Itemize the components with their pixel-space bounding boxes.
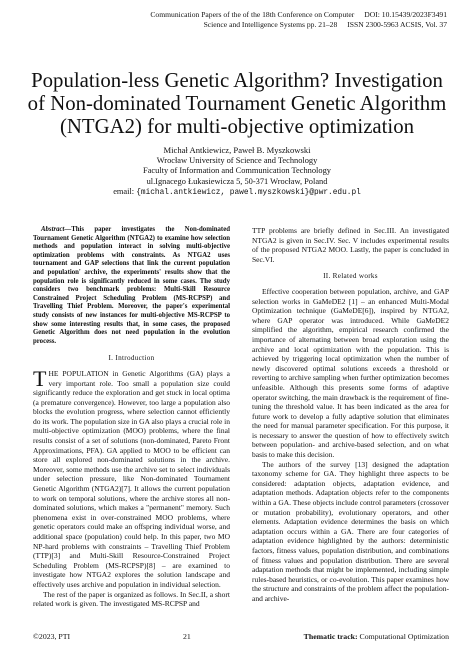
- footer-track-value: Computational Optimization: [359, 632, 449, 641]
- footer-track: [304, 632, 449, 641]
- header-pages: Science and Intelligence Systems pp. 21–28: [203, 19, 338, 29]
- footer-track-label: Thematic track:: [303, 632, 358, 641]
- related-paragraph-2: The authors of the survey [13] designed the adaptation taxonomy scheme for GA. They highlight three aspects to be considered: adaptation objects, adaptation evidence, and adaptation methods. Adaptation objects refer to the components within a GA. These objects include control parameters (crossover or mutation probability), evolutionary operators, and other elements. Adaptation evidence determines the basis on which adaptation occurs within a GA. There are four categories of adaptation evidence highlighted by the authors: deterministic factors, fitness values, population distribution, and combinations of fitness values and population distribution. There are several adaptation methods that might be implemented, including simple rules-based heuristics, or co-evolution. This paper examines how the structure and constraints of the problem affect the population- and archive-: [252, 459, 449, 603]
- abstract: [33, 226, 230, 346]
- section-heading-introduction: I. Introduction: [108, 354, 155, 363]
- abstract-text: —This paper investigates the Non-dominated Tournament Genetic Algorithm (NTGA2) to examine how selection methods and population interact in solving multi-objective optimization problems with constraints. As NTGA2 uses tournament and GAP selections that link the current population and population' archive, the experiments' results show that the population role is significantly reduced in some cases. The study considers two benchmark problems: Multi-Skill Resource Constrained Project Scheduling Problem (MS-RCPSP) and Travelling Thief Problem. Moreover, the paper's experimental study consists of new instances for multi-objective MS-RCPSP to show some interesting results that, in some cases, the proposed Genetic Algorithm does not need population in the evolution process.: [33, 226, 230, 345]
- intro-paragraph-2: The rest of the paper is organized as follows. In Sec.II, a short related work is given. The investigated MS-RCPSP and: [33, 589, 230, 609]
- intro-continuation: TTP problems are briefly defined in Sec.III. An investigated NTGA2 is given in Sec.IV. Sec. V includes experimental results of the proposed NTGA2 MOO. Lastly, the paper is concluded in Sec.VI.: [252, 226, 449, 264]
- footer-copyright: ©2023, PTI: [33, 632, 71, 641]
- affiliation-university: Wrocław University of Science and Technology: [156, 155, 318, 165]
- right-column: [252, 226, 449, 604]
- author-names: Michał Antkiewicz, Paweł B. Myszkowski: [163, 145, 311, 155]
- drop-cap: T: [33, 365, 47, 391]
- left-column: [33, 226, 230, 609]
- header-issn: ISSN 2300-5963 ACSIS, Vol. 37: [347, 19, 447, 29]
- intro-paragraph-1-text: HE POPULATION in Genetic Algorithms (GA) plays a very important role. Too small a population size could significantly reduce the exploration and get stuck in local optima (a premature convergence). However, too large a population also blocks the evolution progress, where selection cannot efficiently do its work. The population size in GA also plays a crucial role in multi-objective optimization (MOO) problems, where the final results consist of a set of solutions (non-dominated, Pareto Front Approximations, PFA). GA applied to MOO to be efficient can store all explored non-dominated solutions in the archive. Moreover, some methods use the archive set to select individuals under selection pressure, like Non-dominated Tournament Genetic Algorithm (NTGA2)[7]. It allows the current population to work on temporal solutions, where the archive stores all non-dominated solutions, which makes a "permanent" memory. Such phenomena exist in over-constrained MOO problems, where genetic operators could make an offspring individual worse, and additional space (population) could help. In this paper, two MO NP-hard problems with constraints – Travelling Thief Problem (TTP)[3] and Multi-Skill Resource-Constrained Project Scheduling Problem (MS-RCPSP)[8] – are examined to investigate how NTGA2 explores the solution landscape and effectively uses archive and population in individual selection.: [33, 368, 230, 589]
- affiliation-faculty: Faculty of Information and Communication Technology: [143, 166, 331, 176]
- section-heading-related-works: II. Related works: [323, 272, 378, 281]
- header-doi: DOI: 10.15439/2023F3491: [364, 10, 447, 19]
- author-email: {michal.antkiewicz, pawel.myszkowski}@pwr.edu.pl: [136, 189, 361, 198]
- author-block: [60, 145, 414, 199]
- email-label: email:: [113, 187, 135, 197]
- paper-title: Population-less Genetic Algorithm? Investigation of Non-dominated Tournament Genetic Algorithm (NTGA2) for multi-objective optimization: [27, 69, 447, 138]
- abstract-label: Abstract: [41, 226, 65, 233]
- header-conference: Communication Papers of the of the 18th Conference on Computer: [150, 10, 355, 19]
- related-paragraph-1: Effective cooperation between population, archive, and GAP selection works in GaMeDE2 [1] – an enhanced Multi-Modal Optimization technique (GaMeDE[6]), inspired by NTGA2, where GAP operator was introduced. While GaMeDE2 simplified the algorithm, empirical research confirmed the importance of alternating between broad exploration using the archive and local optimization with the population. This is achieved by triggering local optimization when the number of newly discovered optimal solutions exceeds a threshold or reverting to archive sampling when further optimization becomes unfeasible. Although this presents some forms of adaptive operator switching, the main drawback is the requirement of fine-tuning the threshold value. It has been indicated as the area for future work to develop a fully adaptive solution that eliminates the need for manual parameter specification. For this purpose, it is necessary to answer the question of how to effectively switch between population- and archive-based selection, and on what basis to make this decision.: [252, 286, 450, 460]
- page-header: [117, 10, 447, 29]
- footer-page-number: 21: [183, 632, 191, 641]
- intro-paragraph-1: [33, 365, 230, 590]
- page-footer: [33, 632, 449, 641]
- author-email-line: [60, 187, 414, 199]
- affiliation-address: ul.Ignacego Łukasiewicza 5, 50-371 Wrocław, Poland: [146, 176, 328, 186]
